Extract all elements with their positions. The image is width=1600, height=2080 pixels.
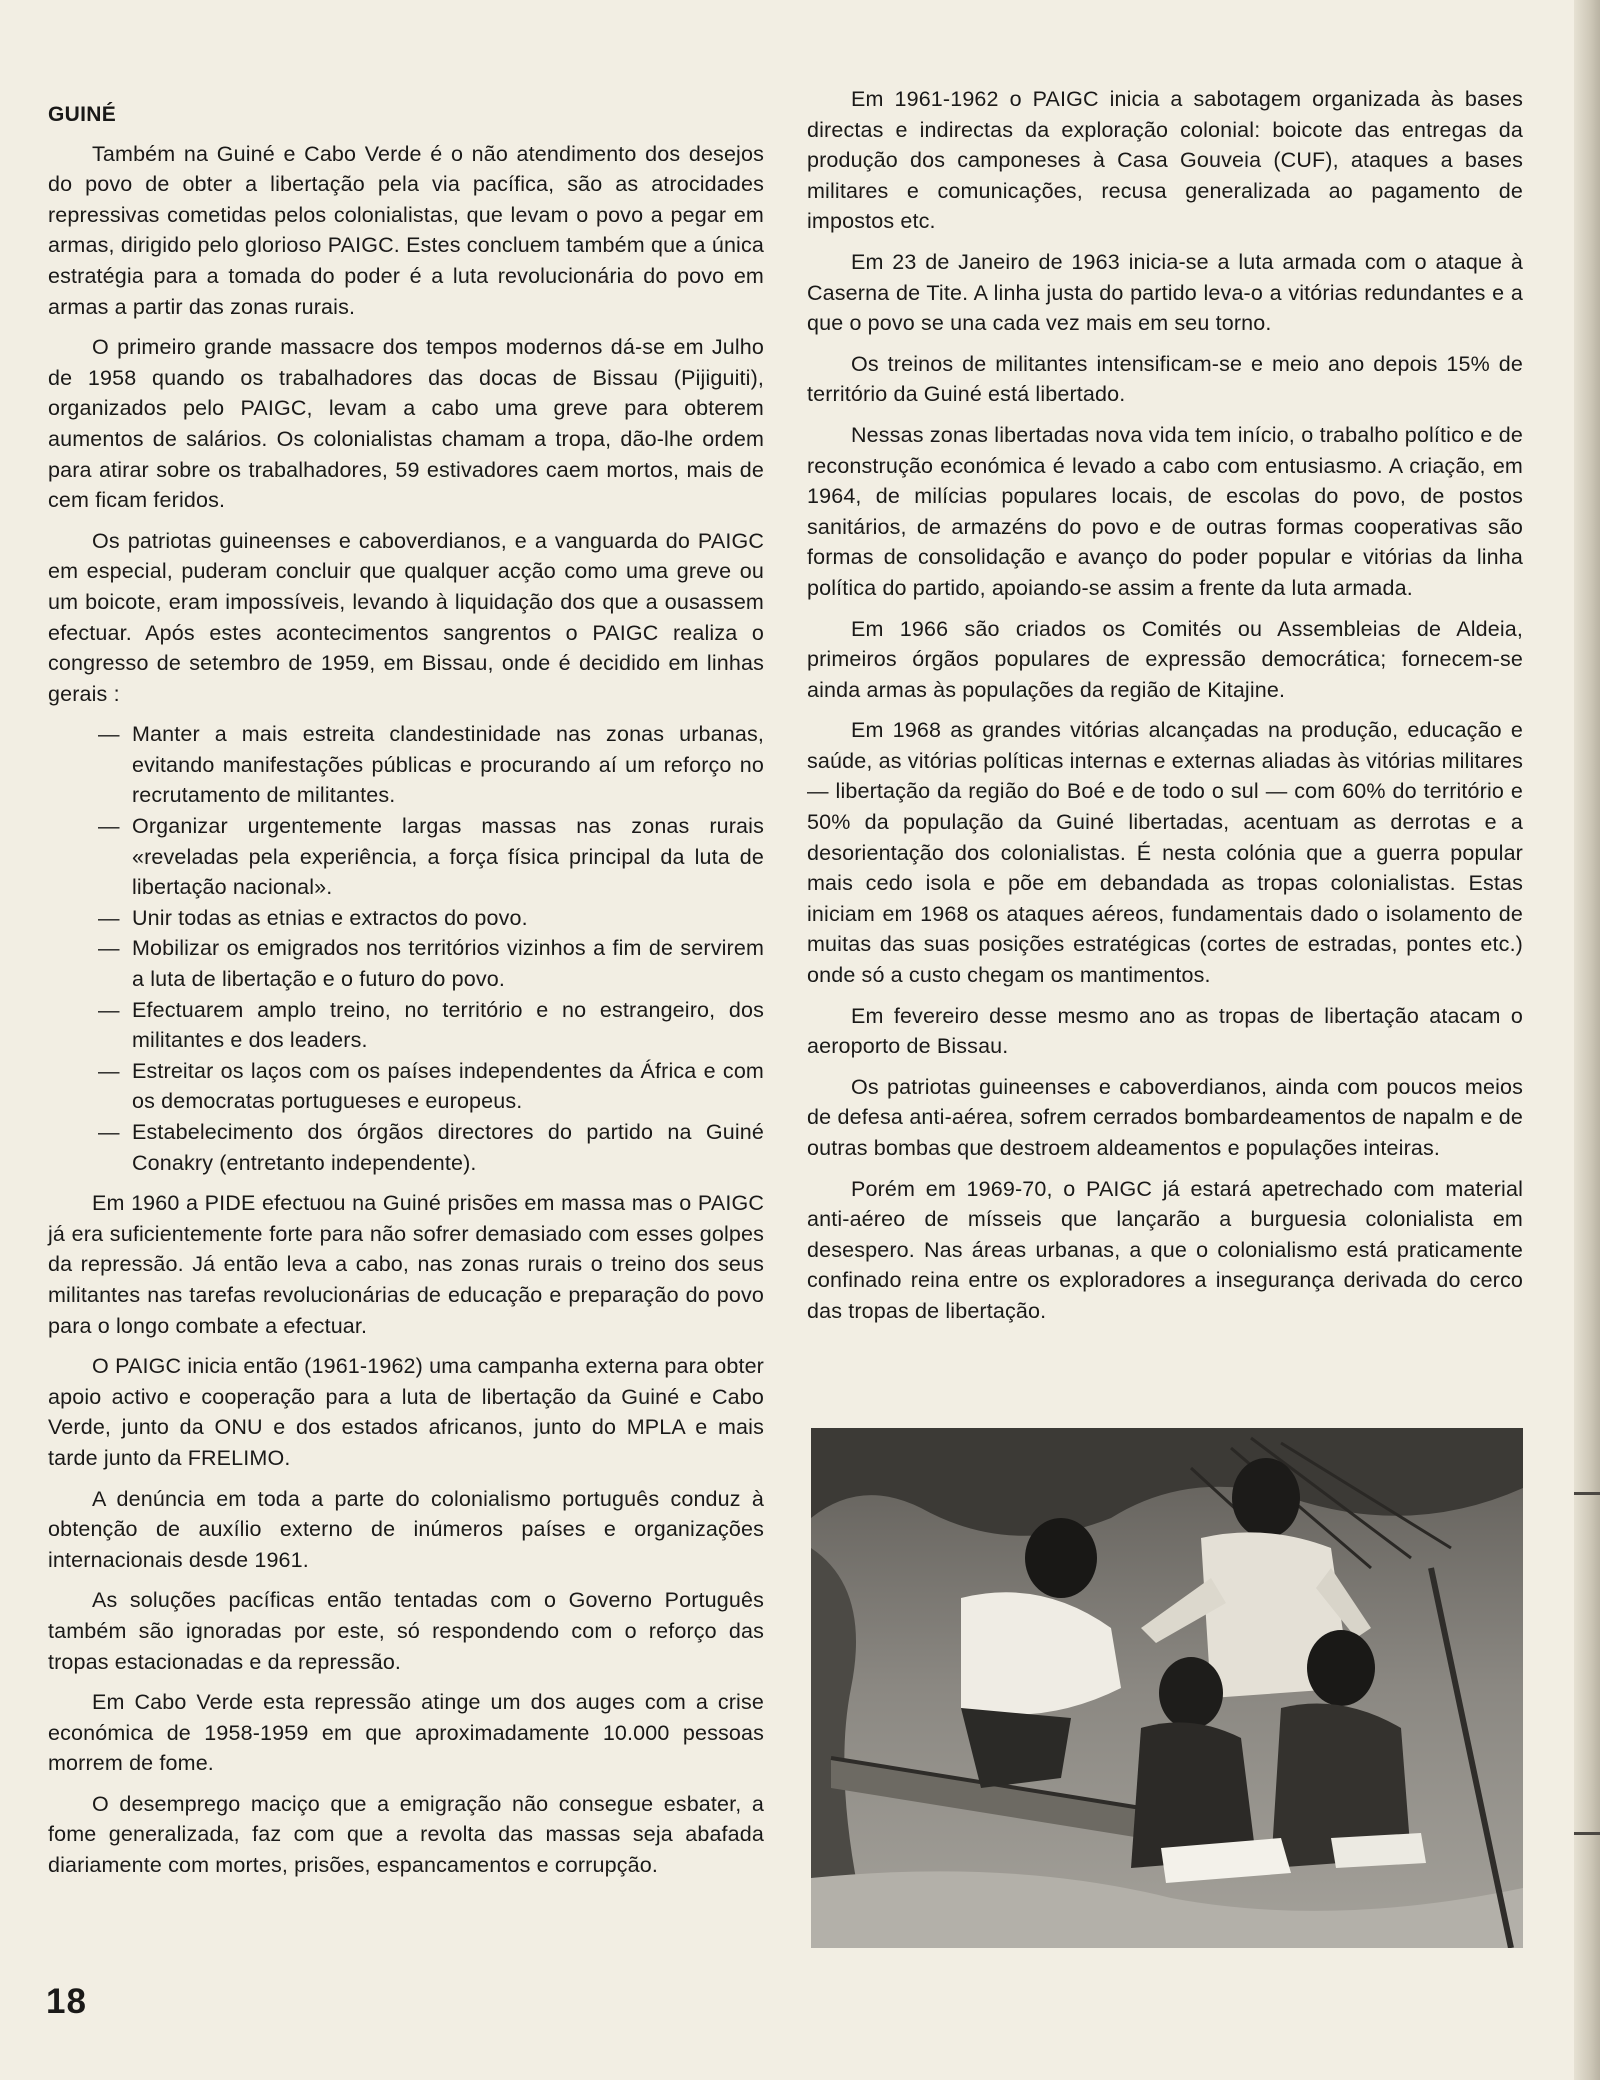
list-item-text: Organizar urgentemente largas massas nas zonas rurais «reveladas pela experiência, a força física principal da luta de libertação nacional». (132, 814, 764, 900)
body-paragraph: O PAIGC inicia então (1961-1962) uma campanha externa para obter apoio activo e cooperação para a luta de libertação da Guiné e Cabo Verde, junto da ONU e dos estados africanos, junto do MPLA e mais tarde junto da FRELIMO. (48, 1354, 764, 1470)
body-paragraph: Nessas zonas libertadas nova vida tem início, o trabalho político e de reconstrução económica é levado a cabo com entusiasmo. A criação, em 1964, de milícias populares locais, de escolas do povo, de postos sanitários, de armazéns do povo e de outras formas cooperativas são formas de consolidação e avanço do poder popular e vitórias da linha política do partido, apoiando-se assim a frente da luta armada. (807, 422, 1523, 600)
left-paragraphs-after (48, 1188, 764, 1880)
list-item (48, 1056, 764, 1117)
list-item-text: Efectuarem amplo treino, no território e no estrangeiro, dos militantes e dos leaders. (132, 997, 764, 1053)
binding-edge (1574, 0, 1600, 2080)
right-paragraphs (807, 84, 1523, 1327)
dash-bullet-icon: — (98, 1058, 120, 1083)
dash-bullet-icon: — (98, 936, 120, 961)
list-item-text: Estabelecimento dos órgãos directores do partido na Guiné Conakry (entretanto independente). (132, 1120, 764, 1175)
list-item (48, 933, 764, 994)
list-item-text: Unir todas as etnias e extractos do povo. (132, 905, 528, 930)
left-paragraphs-before (48, 139, 764, 710)
body-paragraph: Em fevereiro desse mesmo ano as tropas de libertação atacam o aeroporto de Bissau. (807, 1003, 1523, 1059)
dash-bullet-icon: — (98, 1120, 120, 1144)
list-item (48, 903, 764, 934)
dash-bullet-icon: — (98, 814, 120, 839)
list-item-text: Manter a mais estreita clandestinidade nas zonas urbanas, evitando manifestações públicas e procurando aí um reforço no recrutamento de militantes. (132, 722, 764, 808)
body-paragraph: Os patriotas guineenses e caboverdianos, ainda com poucos meios de defesa anti-aérea, sofrem cerrados bombardeamentos de napalm e de outras bombas que destroem aldeamentos e populações inteiras. (807, 1074, 1523, 1160)
right-text-column (807, 84, 1523, 1337)
body-paragraph: Os treinos de militantes intensificam-se e meio ano depois 15% de território da Guiné está libertado. (807, 351, 1523, 407)
left-text-column (48, 84, 764, 1891)
body-paragraph: Os patriotas guineenses e caboverdianos, e a vanguarda do PAIGC em especial, puderam concluir que qualquer acção como uma greve ou um boicote, eram impossíveis, levando à liquidação dos que a ousassem efectuar. Após estes acontecimentos sangrentos o PAIGC realiza o congresso de setembro de 1959, em Bissau, onde é decidido em linhas gerais : (48, 528, 764, 706)
body-paragraph: Também na Guiné e Cabo Verde é o não atendimento dos desejos do povo de obter a libertação pela via pacífica, são as atrocidades repressivas cometidas pelos colonialistas, que levam o povo a pegar em armas, dirigido pelo glorioso PAIGC. Estes concluem também que a única estratégia para a tomada do poder é a luta revolucionária do povo em armas a partir das zonas rurais. (48, 141, 764, 319)
body-paragraph: O primeiro grande massacre dos tempos modernos dá-se em Julho de 1958 quando os trabalhadores das docas de Bissau (Pijiguiti), organizados pelo PAIGC, levam a cabo uma greve para obterem aumentos de salários. Os colonialistas chamam a tropa, dão-lhe ordem para atirar sobre os trabalhadores, 59 estivadores caem mortos, mais de cem ficam feridos. (48, 335, 764, 513)
decisions-list (48, 719, 764, 1178)
body-paragraph: Em 1968 as grandes vitórias alcançadas na produção, educação e saúde, as vitórias políticas internas e externas aliadas às vitórias militares — libertação da região do Boé e de todo o sul — com 60% do território e 50% da população da Guiné libertadas, acentuam as derrotas e a desorientação dos colonialistas. É nesta colónia que a guerra popular mais cedo isola e põe em debandada as tropas colonialistas. Estas iniciam em 1968 os ataques aéreos, fundamentais dado o isolamento de muitas das suas posições estratégicas (cortes de estradas, pontes etc.) onde só a custo chegam os mantimentos. (807, 718, 1523, 988)
list-item (48, 1117, 764, 1178)
body-paragraph: Em 1961-1962 o PAIGC inicia a sabotagem organizada às bases directas e indirectas da exploração colonial: boicote das entregas da produção dos camponeses à Casa Gouveia (CUF), ataques a bases militares e comunicações, recusa generalizada ao pagamento de impostos etc. (807, 87, 1523, 234)
article-photograph (811, 1428, 1523, 1948)
body-paragraph: A denúncia em toda a parte do colonialismo português conduz à obtenção de auxílio externo de inúmeros países e organizações internacionais desde 1961. (48, 1486, 764, 1572)
body-paragraph: O desemprego maciço que a emigração não consegue esbater, a fome generalizada, faz com que a revolta das massas seja abafada diariamente com mortes, prisões, espancamentos e corrupção. (48, 1791, 764, 1878)
body-paragraph: Porém em 1969-70, o PAIGC já estará apetrechado com material anti-aéreo de mísseis que lançarão a burguesia colonialista em desespero. Nas áreas urbanas, a que o colonialismo está praticamente confinado reina entre os exploradores a insegurança derivada do cerco das tropas de libertação. (807, 1176, 1523, 1323)
section-heading: GUINÉ (48, 103, 117, 126)
list-item (48, 995, 764, 1056)
body-paragraph: Em Cabo Verde esta repressão atinge um dos auges com a crise económica de 1958-1959 em que aproximadamente 10.000 pessoas morrem de fome. (48, 1690, 764, 1776)
page-number: 18 (46, 1982, 87, 2021)
list-item (48, 811, 764, 903)
binding-mark (1574, 1832, 1600, 1835)
body-paragraph: Em 1960 a PIDE efectuou na Guiné prisões em massa mas o PAIGC já era suficientemente forte para não sofrer demasiado com esses golpes da repressão. Já então leva a cabo, nas zonas rurais o treino dos seus militantes nas tarefas revolucionárias de educação e preparação do povo para o longo combate a efectuar. (48, 1191, 764, 1338)
body-paragraph: As soluções pacíficas então tentadas com o Governo Português também são ignoradas por este, só respondendo com o reforço das tropas estacionadas e da repressão. (48, 1588, 764, 1674)
list-item (48, 719, 764, 811)
list-item-text: Estreitar os laços com os países independentes da África e com os democratas portugueses e europeus. (132, 1058, 764, 1114)
list-item-text: Mobilizar os emigrados nos territórios vizinhos a fim de servirem a luta de libertação e o futuro do povo. (132, 936, 764, 992)
dash-bullet-icon: — (98, 722, 120, 747)
body-paragraph: Em 1966 são criados os Comités ou Assembleias de Aldeia, primeiros órgãos populares de expressão democrática; fornecem-se ainda armas às populações da região de Kitajine. (807, 616, 1523, 702)
photo-illustration (811, 1428, 1523, 1948)
body-paragraph: Em 23 de Janeiro de 1963 inicia-se a luta armada com o ataque à Caserna de Tite. A linha justa do partido leva-o a vitórias redundantes e a que o povo se una cada vez mais em seu torno. (807, 249, 1523, 336)
dash-bullet-icon: — (98, 905, 120, 930)
dash-bullet-icon: — (98, 997, 120, 1022)
binding-mark (1574, 1492, 1600, 1495)
